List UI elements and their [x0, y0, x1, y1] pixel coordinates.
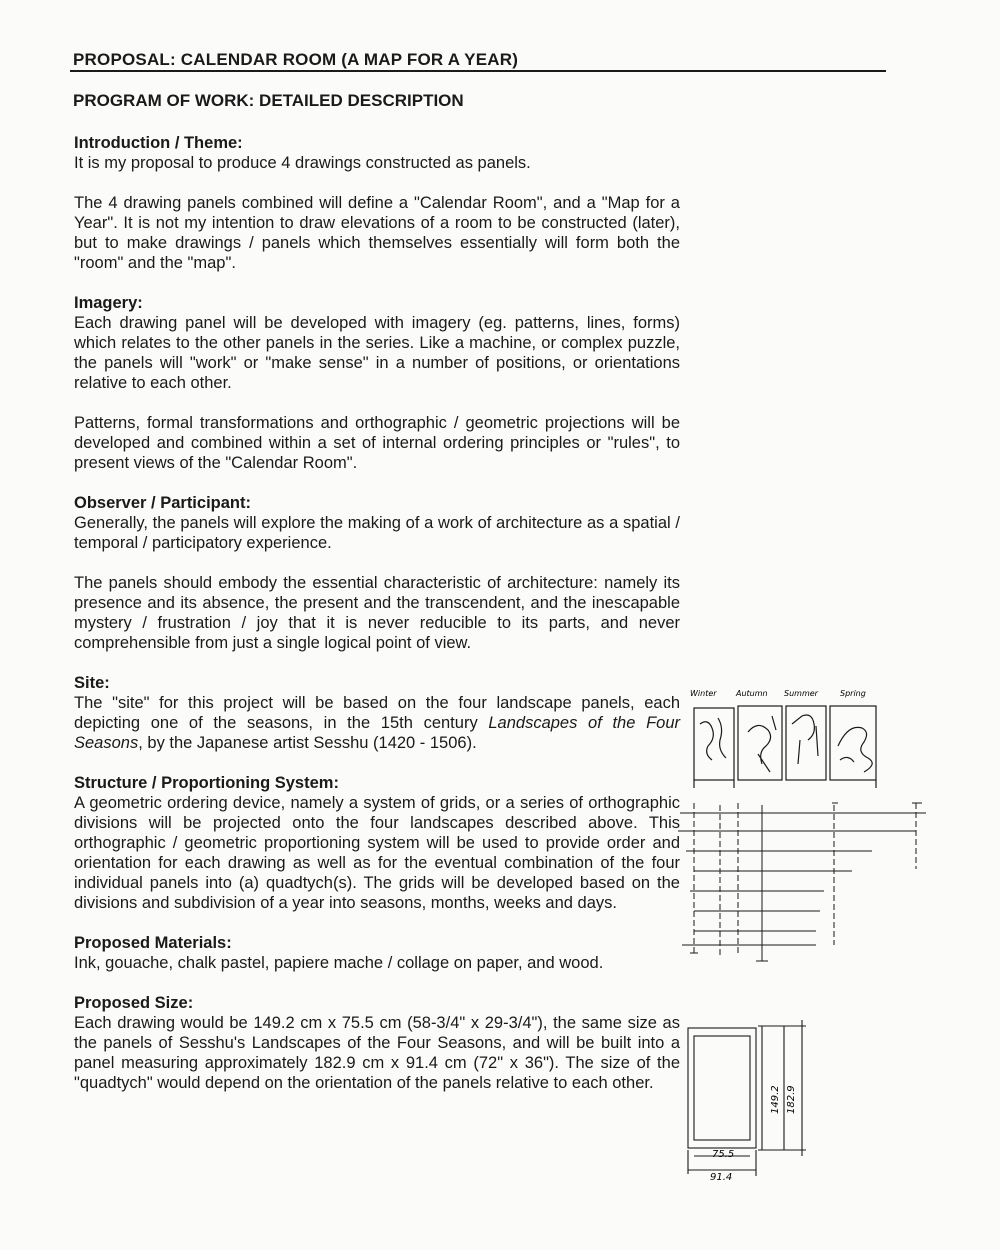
grid-sketch	[676, 795, 936, 965]
section-heading: Site:	[74, 674, 110, 692]
autumn-panel	[738, 706, 782, 780]
season-label-autumn: Autumn	[736, 689, 768, 698]
section-heading: Observer / Participant:	[74, 494, 251, 512]
section-structure	[74, 773, 680, 913]
inner-panel	[694, 1036, 750, 1140]
outer-width-label: 91.4	[710, 1172, 733, 1183]
section-heading: Proposed Materials:	[74, 934, 232, 952]
season-label-summer: Summer	[784, 689, 818, 698]
paragraph: Each drawing panel will be developed with imagery (eg. patterns, lines, forms) which relates to the other panels in the series. Like a machine, or complex puzzle, the panels will "work" or "make sense" in a number of positions, or orientations relative to each other.	[74, 314, 680, 392]
section-heading: Proposed Size:	[74, 994, 194, 1012]
season-label-spring: Spring	[840, 689, 866, 698]
paragraph-text: The "site" for this project will be based on the four landscape panels, each depicting one of the seasons, in the 15th century	[74, 694, 680, 732]
section-observer	[74, 493, 680, 653]
panel-size-sketch	[680, 1018, 820, 1188]
body-text	[74, 133, 680, 1113]
section-imagery	[74, 293, 680, 473]
inner-width-label: 75.5	[712, 1149, 735, 1160]
paragraph: Each drawing would be 149.2 cm x 75.5 cm (58-3/4" x 29-3/4"), the same size as the panels of Sesshu's Landscapes of the Four Seasons, and will be built into a panel measuring approximately 182.9 cm x 91.4 cm (72" x 36"). The size of the "quadtych" would depend on the orientation of the panels relative to each other.	[74, 1014, 680, 1092]
seasons-sketch	[688, 684, 888, 794]
paragraph: The panels should embody the essential characteristic of architecture: namely its presence and its absence, the present and the transcendent, and the inescapable mystery / frustration / joy that it is never reducible to its parts, and never comprehensible from just a single logical point of view.	[74, 574, 680, 652]
section-heading: Introduction / Theme:	[74, 134, 243, 152]
height-dimension-lines	[758, 1020, 806, 1156]
paragraph: Patterns, formal transformations and orthographic / geometric projections will be developed and combined within a set of internal ordering principles or "rules", to present views of the "Calendar Room".	[74, 414, 680, 472]
paragraph: A geometric ordering device, namely a system of grids, or a series of orthographic divisions will be projected onto the four landscapes described above. This orthographic / geometric proportioning system will be used to provide order and orientation for each drawing as well as for the eventual combination of the four individual panels into (a) quadtych(s). The grids will be developed based on the divisions and subdivision of a year into seasons, months, weeks and days.	[74, 794, 680, 912]
paragraph: Ink, gouache, chalk pastel, papiere mache / collage on paper, and wood.	[74, 954, 604, 972]
section-site	[74, 673, 680, 753]
section-heading: Structure / Proportioning System:	[74, 774, 339, 792]
title-underline	[70, 70, 886, 72]
document-subtitle: PROGRAM OF WORK: DETAILED DESCRIPTION	[73, 91, 464, 110]
paragraph: The 4 drawing panels combined will define a "Calendar Room", and a "Map for a Year". It is not my intention to draw elevations of a room to be constructed (later), but to make drawings / panels which themselves essentially will form both the "room" and the "map".	[74, 194, 680, 272]
paragraph-text: , by the Japanese artist Sesshu (1420 - 1506).	[138, 734, 477, 752]
document-title: PROPOSAL: CALENDAR ROOM (A MAP FOR A YEAR)	[73, 50, 519, 69]
section-introduction	[74, 133, 680, 273]
paragraph: Generally, the panels will explore the making of a work of architecture as a spatial / temporal / participatory experience.	[74, 514, 680, 552]
paragraph: It is my proposal to produce 4 drawings constructed as panels.	[74, 154, 531, 172]
artwork-title: Landscapes of the Four Seasons	[74, 714, 680, 752]
grid-vertical-lines	[694, 803, 916, 961]
outer-height-label: 182.9	[786, 1085, 797, 1114]
winter-panel	[694, 708, 734, 780]
outer-panel	[688, 1028, 756, 1148]
paragraph	[74, 693, 680, 753]
inner-height-label: 149.2	[770, 1085, 781, 1114]
section-size	[74, 993, 680, 1093]
grid-horizontal-lines	[678, 813, 926, 945]
section-materials	[74, 933, 680, 973]
summer-panel	[786, 706, 826, 780]
section-heading: Imagery:	[74, 294, 143, 312]
season-label-winter: Winter	[690, 689, 717, 698]
